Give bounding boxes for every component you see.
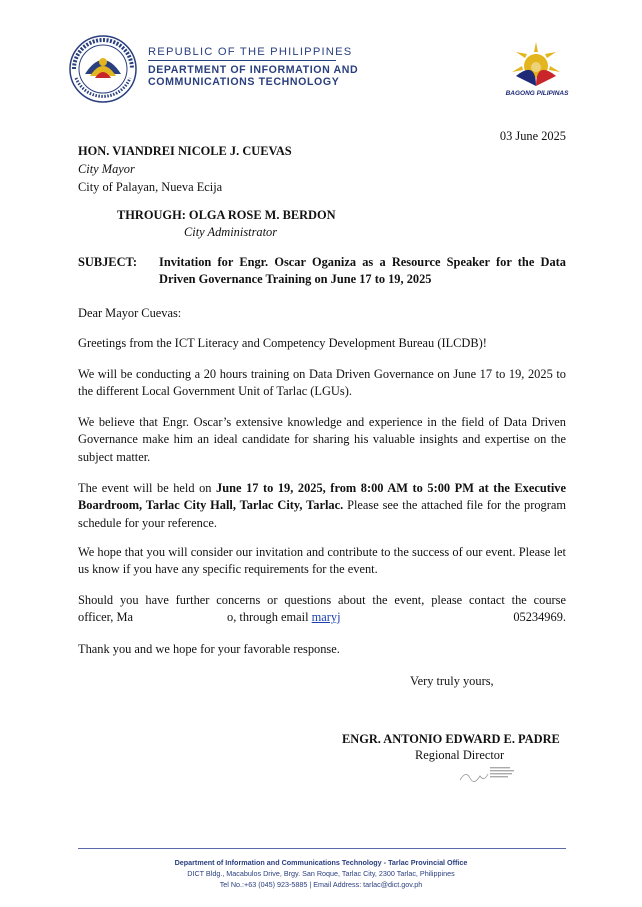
contact-line2 (78, 609, 566, 627)
contact-email-text: o, through email (227, 610, 312, 625)
course-officer-email-link[interactable]: maryj (311, 610, 341, 625)
digital-signature-stamp-icon (458, 764, 518, 786)
header-dept-line2: COMMUNICATIONS TECHNOLOGY (148, 76, 340, 88)
event-text-bold: June 17 to 19, 2025, from 8:00 AM to 5:00 PM at the Executive Boardroom, Tarlac City Hall, Tarlac City, Tarlac. (78, 481, 566, 513)
addressee-name: HON. VIANDREI NICOLE J. CUEVAS (78, 144, 292, 158)
paragraph-event-details (78, 480, 566, 532)
paragraph-speaker: We believe that Engr. Oscar’s extensive knowledge and experience in the field of Data Driven Governance make him an ideal candidate for sharing his valuable insights and expertise on the subject matter. (78, 415, 566, 464)
subject-line2: Driven Governance Training on June 17 to 19, 2025 (159, 272, 432, 286)
salutation: Dear Mayor Cuevas: (78, 306, 182, 320)
contact-phone-tail: 05234969. (513, 610, 566, 625)
signatory-name: ENGR. ANTONIO EDWARD E. PADRE (342, 732, 560, 746)
subject-line1: Invitation for Engr. Oscar Oganiza as a Resource Speaker for the Data (159, 255, 566, 269)
footer-address: DICT Bldg., Macabulos Drive, Brgy. San Roque, Tarlac City, 2300 Tarlac, Philippines (187, 869, 455, 878)
footer-divider (78, 848, 566, 849)
signatory-title: Regional Director (415, 748, 505, 762)
contact-line1: Should you have further concerns or questions about the event, please contact the course (78, 593, 566, 607)
paragraph-training: We will be conducting a 20 hours training on Data Driven Governance on June 17 to 19, 2025 to the different Local Government Unit of Tarlac (LGUs). (78, 367, 566, 399)
paragraph-hope: We hope that you will consider our invitation and contribute to the success of our event. Please let us know if you have any specific requirements for the event. (78, 545, 566, 577)
footer-office: Department of Information and Communications Technology - Tarlac Provincial Office (174, 858, 468, 867)
through-label: THROUGH: OLGA ROSE M. BERDON (117, 208, 336, 222)
event-text-a: The event will be held on (78, 481, 217, 495)
event-text-c: Please see the attached file for the program schedule for your reference. (78, 498, 567, 530)
contact-officer-text: officer, Ma (78, 610, 134, 625)
paragraph-thanks: Thank you and we hope for your favorable response. (78, 642, 340, 656)
subject-label: SUBJECT: (78, 255, 137, 269)
header-dept-line1: DEPARTMENT OF INFORMATION AND (148, 64, 359, 76)
paragraph-contact (78, 592, 566, 627)
through-block (117, 207, 336, 241)
paragraph-greetings: Greetings from the ICT Literacy and Competency Development Bureau (ILCDB)! (78, 336, 487, 350)
addressee-title: City Mayor (78, 162, 135, 176)
bagong-pilipinas-label: BAGONG PILIPINAS (505, 90, 569, 97)
closing: Very truly yours, (410, 674, 494, 688)
dict-seal-icon (68, 34, 138, 104)
through-title: City Administrator (184, 225, 278, 239)
bagong-pilipinas-logo-icon (508, 40, 564, 90)
header-divider (148, 60, 336, 61)
addressee-location: City of Palayan, Nueva Ecija (78, 180, 223, 194)
header-republic: REPUBLIC OF THE PHILIPPINES (148, 46, 353, 58)
letter-date: 03 June 2025 (499, 129, 566, 143)
subject-text (159, 254, 566, 288)
footer-contact: Tel No.:+63 (045) 923-5885 | Email Address: tarlac@dict.gov.ph (219, 880, 423, 889)
addressee-block (78, 142, 292, 196)
